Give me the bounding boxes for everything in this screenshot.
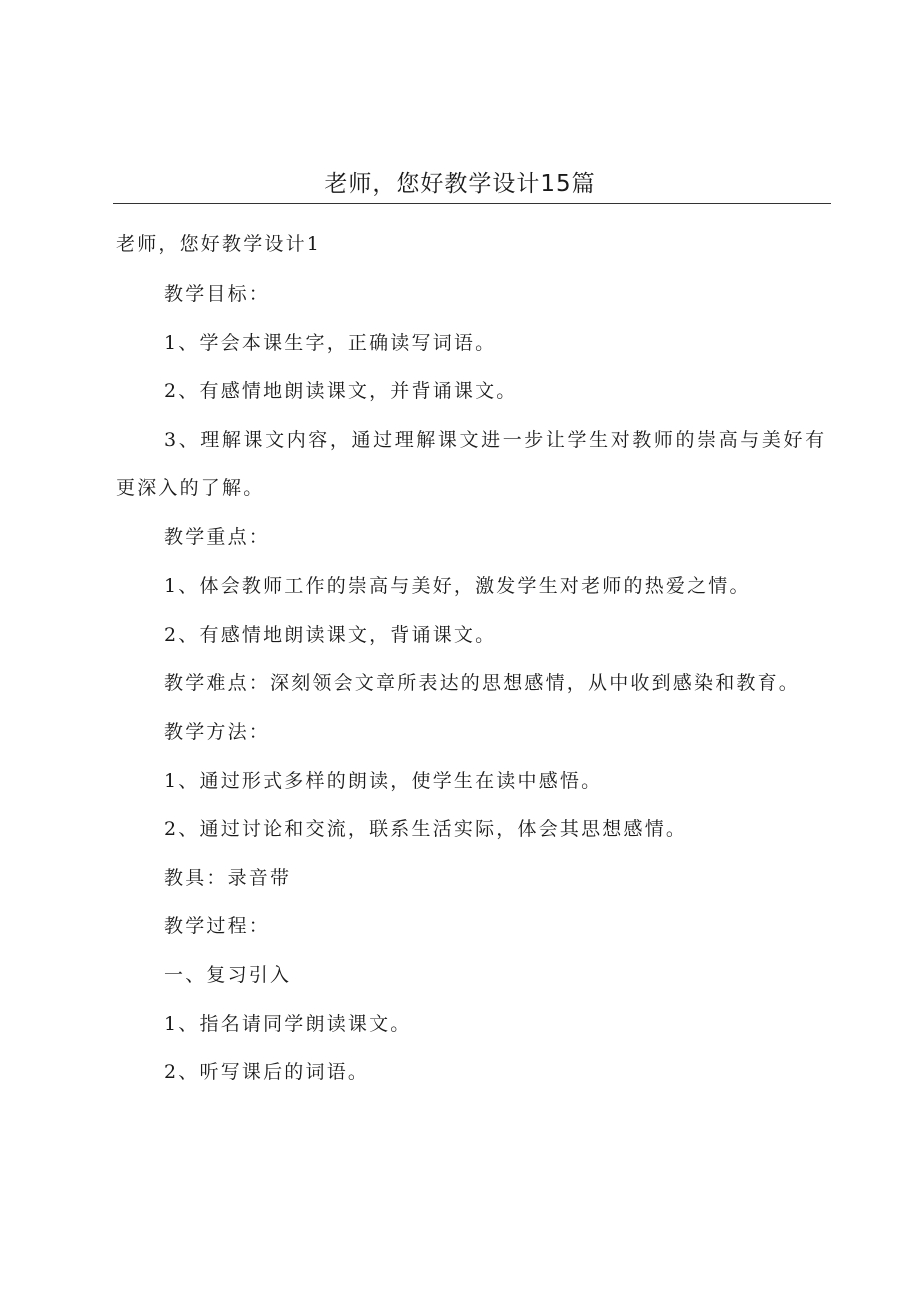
key-points-heading: 教学重点：: [164, 526, 271, 548]
goal-item-3: 3、理解课文内容，通过理解课文进一步让学生对教师的崇高与美好有: [164, 429, 827, 451]
process-step-title: 一、复习引入: [164, 964, 292, 986]
section-heading: 老师，您好教学设计1: [116, 233, 322, 255]
key-point-item-2: 2、有感情地朗读课文，背诵课文。: [164, 624, 497, 646]
tools-text: 教具：录音带: [164, 867, 292, 889]
method-item-1: 1、通过形式多样的朗读，使学生在读中感悟。: [164, 770, 603, 792]
goals-heading: 教学目标：: [164, 283, 271, 305]
goal-item-2: 2、有感情地朗读课文，并背诵课文。: [164, 380, 518, 402]
key-point-item-1: 1、体会教师工作的崇高与美好，激发学生对老师的热爱之情。: [164, 575, 751, 597]
process-heading: 教学过程：: [164, 915, 271, 937]
goal-item-1: 1、学会本课生字，正确读写词语。: [164, 332, 497, 354]
difficulty-text: 教学难点：深刻领会文章所表达的思想感情，从中收到感染和教育。: [164, 672, 801, 694]
title-divider: [113, 203, 831, 204]
method-item-2: 2、通过讨论和交流，联系生活实际，体会其思想感情。: [164, 818, 688, 840]
goal-item-3-continued: 更深入的了解。: [116, 477, 265, 499]
page-title: 老师，您好教学设计15篇: [324, 171, 596, 197]
process-item-2: 2、听写课后的词语。: [164, 1061, 370, 1083]
process-item-1: 1、指名请同学朗读课文。: [164, 1013, 412, 1035]
methods-heading: 教学方法：: [164, 721, 271, 743]
